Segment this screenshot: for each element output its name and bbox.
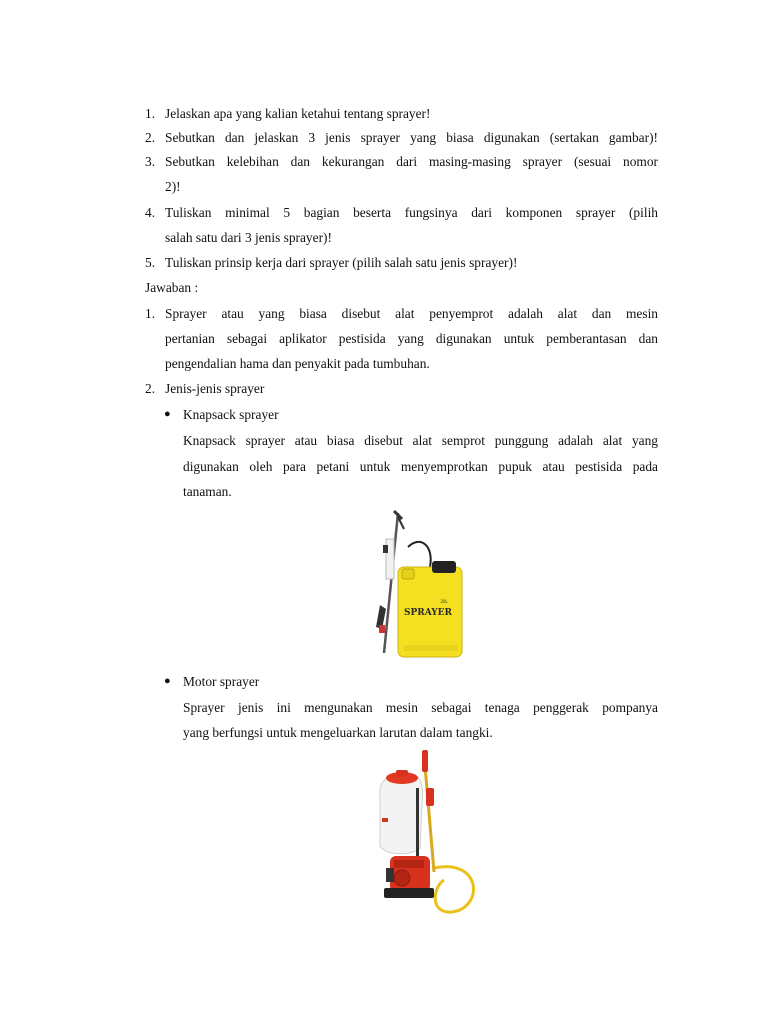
question-text: Tuliskan prinsip kerja dari sprayer (pilih salah satu jenis sprayer)! — [165, 255, 518, 270]
answer-text: pertanian sebagai aplikator pestisida yang digunakan untuk pemberantasan dan — [165, 331, 658, 346]
bullet-icon: ● — [164, 675, 171, 687]
question-text: Tuliskan minimal 5 bagian beserta fungsinya dari komponen sprayer (pilih — [165, 205, 658, 220]
jawaban-label: Jawaban : — [145, 280, 199, 295]
question-text: Sebutkan dan jelaskan 3 jenis sprayer yang biasa digunakan (sertakan gambar)! — [165, 130, 658, 145]
sprayer-type-title: Motor sprayer — [183, 674, 260, 689]
list-number: 2. — [145, 130, 156, 145]
description-text: tanaman. — [183, 484, 232, 499]
answer-text: Sprayer atau yang biasa disebut alat penyemprot adalah alat dan mesin — [165, 306, 658, 321]
description-text: Sprayer jenis ini mengunakan mesin sebagai tenaga penggerak pompanya — [183, 700, 658, 715]
question-text: salah satu dari 3 jenis sprayer)! — [165, 230, 332, 245]
question-text: 2)! — [165, 179, 181, 194]
list-number: 1. — [145, 106, 156, 121]
list-number: 5. — [145, 255, 156, 270]
description-text: digunakan oleh para petani untuk menyemprotkan pupuk atau pestisida pada — [183, 459, 658, 474]
sprayer-tank-label: SPRAYER — [403, 608, 453, 618]
knapsack-sprayer-image — [370, 505, 466, 659]
question-text: Sebutkan kelebihan dan kekurangan dari masing-masing sprayer (sesuai nomor — [165, 154, 658, 169]
answer-text: pengendalian hama dan penyakit pada tumbuhan. — [165, 356, 430, 371]
motor-sprayer-image — [372, 748, 480, 916]
question-text: Jelaskan apa yang kalian ketahui tentang sprayer! — [165, 106, 431, 121]
answer-text: Jenis-jenis sprayer — [165, 381, 265, 396]
svg-text:20L: 20L — [440, 599, 448, 604]
sprayer-type-title: Knapsack sprayer — [183, 407, 279, 422]
list-number: 3. — [145, 154, 156, 169]
description-text: yang berfungsi untuk mengeluarkan larutan dalam tangki. — [183, 725, 493, 740]
list-number: 1. — [145, 306, 156, 321]
bullet-icon: ● — [164, 408, 171, 420]
list-number: 4. — [145, 205, 156, 220]
description-text: Knapsack sprayer atau biasa disebut alat semprot punggung adalah alat yang — [183, 433, 658, 448]
list-number: 2. — [145, 381, 156, 396]
